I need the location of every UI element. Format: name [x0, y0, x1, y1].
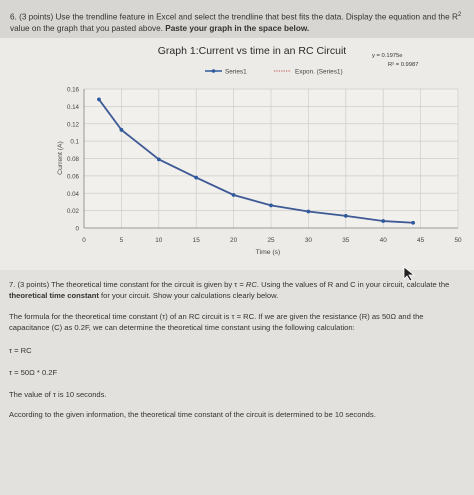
q7-prompt-c: for your circuit. Show your calculations clearly below.: [98, 290, 279, 300]
question-7-section: [0, 270, 474, 495]
rc-chart: [0, 38, 474, 270]
q7-prompt-b: . Using the values of R and C in your circuit, calculate the: [256, 280, 450, 289]
x-axis-label: Time (s): [255, 249, 281, 256]
series1-point: [194, 176, 198, 180]
trendline-equation: y = 0.1975e: [372, 53, 403, 59]
y-tick-label: 0.02: [66, 208, 79, 216]
y-tick-label: 0.08: [66, 156, 79, 163]
x-tick-label: 15: [192, 237, 200, 244]
legend-series-marker: [212, 69, 216, 73]
x-tick-label: 25: [267, 237, 275, 244]
q7-prompt-a: 7. (3 points) The theoretical time constant for the circuit is given by τ =: [9, 280, 246, 289]
question-6-text: [10, 10, 468, 34]
y-tick-label: 0.1: [70, 138, 79, 146]
x-tick-label: 40: [379, 237, 387, 244]
q7-prompt-bold: theoretical time constant: [9, 290, 99, 300]
x-tick-label: 50: [454, 237, 462, 244]
series1-point: [232, 193, 236, 197]
y-tick-label: 0.12: [66, 121, 79, 129]
x-tick-label: 35: [342, 237, 350, 244]
series1-point: [307, 210, 311, 214]
q7-answer-conclusion: According to the given information, the theoretical time constant of the circuit is determined to be 10 seconds.: [9, 410, 376, 419]
mouse-cursor-icon: [402, 266, 416, 282]
y-tick-label: 0.16: [66, 86, 79, 94]
q7-answer-formula: The formula for the theoretical time constant (τ) of an RC circuit is τ = RC. If we are given the resistance (R) as 50Ω and the capacitance (C) as 0.2F, we can determine the theoretical time constant using the following calculation:: [9, 312, 424, 332]
legend-series-label: Series1: [225, 68, 247, 76]
y-tick-label: 0: [75, 225, 79, 233]
q6-sup: 2: [457, 12, 462, 18]
x-tick-label: 10: [155, 237, 163, 244]
q6-middle: value on the graph that you pasted above.: [10, 23, 166, 33]
x-tick-label: 5: [119, 237, 124, 244]
q7-answer-rc: τ = RC: [9, 346, 32, 355]
series1-point: [344, 214, 348, 218]
trendline-r-squared: R² = 0.9987: [388, 62, 419, 68]
q7-answer-calc: τ = 50Ω * 0.2F: [9, 368, 58, 377]
x-tick-label: 20: [230, 237, 238, 244]
x-tick-label: 30: [304, 237, 312, 244]
series1-point: [269, 204, 273, 208]
x-tick-label: 45: [417, 237, 425, 244]
series1-point: [381, 219, 385, 223]
y-axis-label: Current (A): [57, 141, 64, 175]
legend-trendline-label: Expon. (Series1): [295, 68, 343, 76]
q7-answer-value: The value of τ is 10 seconds.: [9, 390, 107, 399]
q7-prompt-rc: RC: [245, 280, 257, 289]
chart-title: Graph 1:Current vs time in an RC Circuit: [157, 45, 347, 57]
chart-panel: [0, 38, 474, 270]
q6-bold-tail: Paste your graph in the space below.: [165, 23, 310, 33]
series1-point: [120, 128, 124, 132]
x-tick-label: 0: [82, 237, 86, 244]
y-tick-label: 0.04: [66, 190, 79, 198]
q6-prefix: 6. (3 points) Use the trendline feature in Excel and select the trendline that best fits the data. Display the equation and the R: [10, 12, 458, 22]
series1-point: [97, 98, 101, 102]
series1-point: [157, 157, 161, 161]
y-tick-label: 0.06: [66, 173, 79, 181]
series1-point: [411, 221, 415, 225]
q7-prompt: [9, 280, 464, 301]
y-tick-label: 0.14: [66, 103, 79, 111]
